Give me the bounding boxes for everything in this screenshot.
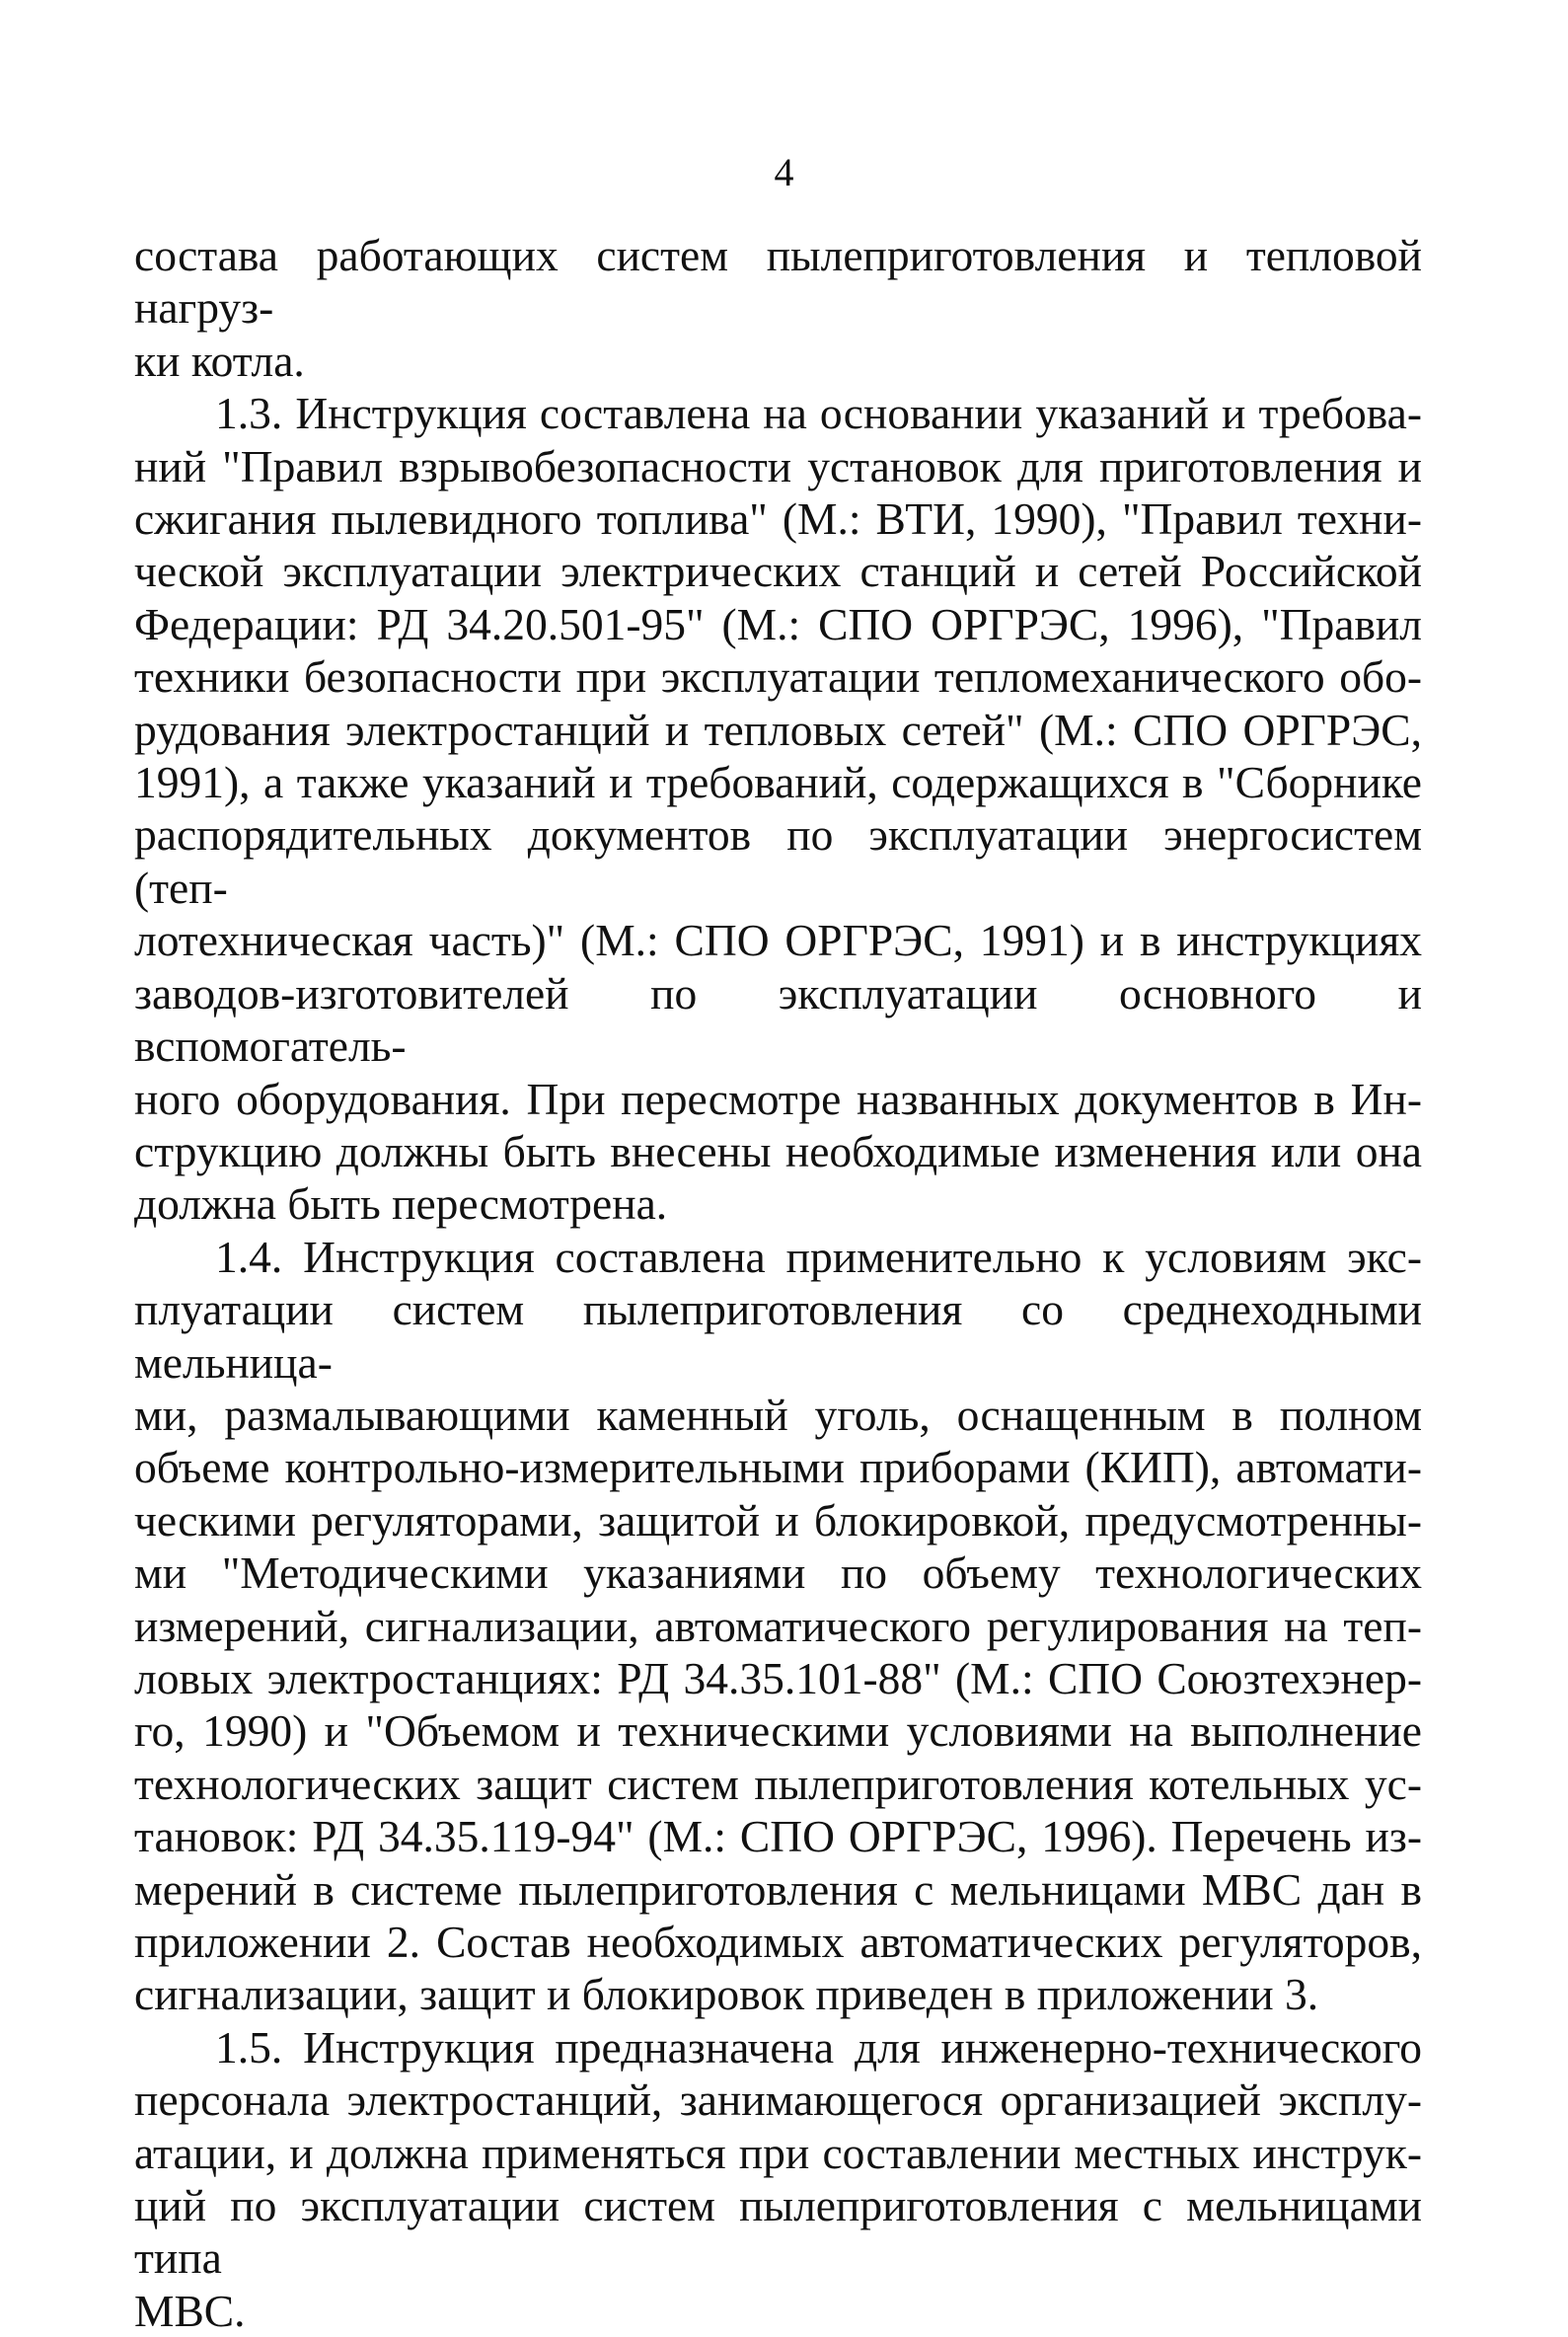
text-line: плуатации систем пылеприготовления со среднеходными мельница- [134,1284,1422,1388]
paragraph-item-1-3 [134,387,1422,1231]
text-line: измерений, сигнализации, автоматического регулирования на теп- [134,1600,1422,1651]
paragraph-item-1-5 [134,2021,1422,2337]
text-line: состава работающих систем пылеприготовления и тепловой нагруз- [134,230,1422,334]
text-line: ций по эксплуатации систем пылеприготовления с мельницами типа [134,2180,1422,2284]
text-line: 1991), а также указаний и требований, содержащихся в "Сборнике [134,757,1422,808]
text-line: сигнализации, защит и блокировок приведен в приложении 3. [134,1969,1319,2020]
text-line: технологических защит систем пылеприготовления котельных ус- [134,1758,1422,1809]
text-line: распорядительных документов по эксплуатации энергосистем (теп- [134,809,1422,913]
text-line: ного оборудования. При пересмотре названных документов в Ин- [134,1073,1422,1124]
text-line: заводов-изготовителей по эксплуатации основного и вспомогатель- [134,967,1422,1072]
text-line: 1.4. Инструкция составлена применительно к условиям экс- [215,1231,1422,1282]
text-line: сжигания пылевидного топлива" (М.: ВТИ, 1990), "Правил техни- [134,493,1422,545]
text-line: ловых электростанциях: РД 34.35.101-88" (М.: СПО Союзтехэнер- [134,1652,1422,1703]
paragraph-item-1-4 [134,1231,1422,2021]
text-line: ми, размалывающими каменный уголь, оснащенным в полном [134,1389,1422,1440]
text-line: техники безопасности при эксплуатации тепломеханического обо- [134,651,1422,703]
text-line: 1.5. Инструкция предназначена для инженерно-технического [215,2021,1422,2073]
text-line: ми "Методическими указаниями по объему технологических [134,1547,1422,1599]
page-number: 4 [774,150,794,194]
text-line: ческой эксплуатации электрических станций и сетей Российской [134,546,1422,597]
text-line: мерений в системе пылеприготовления с мельницами МВС дан в [134,1863,1422,1915]
text-line: ки котла. [134,335,305,386]
text-line: должна быть пересмотрена. [134,1178,668,1230]
text-line: ческими регуляторами, защитой и блокировкой, предусмотренны- [134,1494,1422,1545]
text-line: го, 1990) и "Объемом и техническими условиями на выполнение [134,1705,1422,1757]
text-line: приложении 2. Состав необходимых автоматических регуляторов, [134,1917,1422,1967]
text-line: ний "Правил взрывобезопасности установок для приготовления и [134,440,1422,491]
text-line: атации, и должна применяться при составлении местных инструк- [134,2127,1422,2178]
text-line: Федерации: РД 34.20.501-95" (М.: СПО ОРГРЭС, 1996), "Правил [134,598,1422,649]
text-line: объеме контрольно-измерительными приборами (КИП), автомати- [134,1442,1422,1493]
text-line: тановок: РД 34.35.119-94" (М.: СПО ОРГРЭС, 1996). Перечень из- [134,1811,1422,1862]
text-line: 1.3. Инструкция составлена на основании указаний и требова- [215,388,1422,439]
text-line: персонала электростанций, занимающегося организацией эксплу- [134,2074,1422,2126]
text-line: струкцию должны быть внесены необходимые изменения или она [134,1125,1422,1176]
document-body [134,229,1422,2337]
text-line: лотехническая часть)" (М.: СПО ОРГРЭС, 1991) и в инструкциях [134,915,1422,966]
paragraph-continuation [134,229,1422,387]
text-line: рудования электростанций и тепловых сетей" (М.: СПО ОРГРЭС, [134,704,1422,755]
text-line: МВС. [134,2285,246,2336]
